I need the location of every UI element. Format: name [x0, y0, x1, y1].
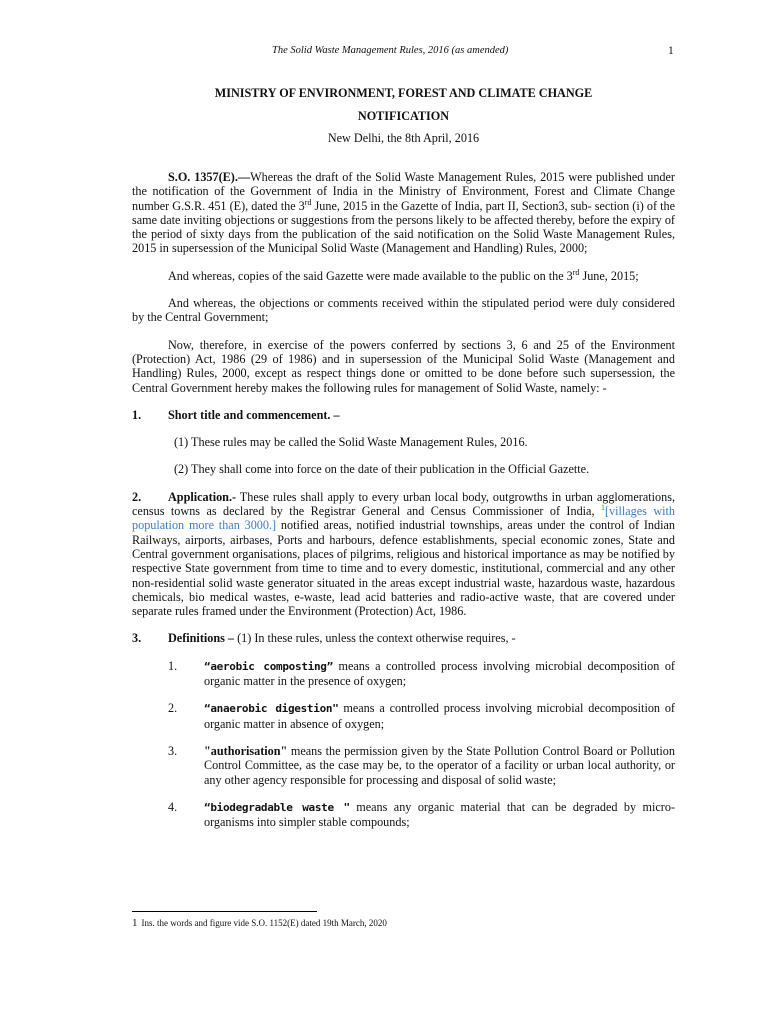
section-number: 3.: [132, 631, 142, 646]
section-number: 2.: [132, 489, 142, 504]
defined-term: “aerobic composting”: [204, 659, 333, 673]
notification-heading: NOTIFICATION: [357, 109, 450, 123]
definition-item: 1. “aerobic composting” means a controlled process involving microbial decomposition of organic matter in the presence of oxygen;: [168, 658, 675, 689]
footnote-mark: 1: [132, 917, 138, 929]
ministry-heading: MINISTRY OF ENVIRONMENT, FOREST AND CLIMATE CHANGE: [214, 86, 593, 100]
dateline: New Delhi, the 8th April, 2016: [327, 131, 480, 145]
section-2-paragraph: 2. Application.- These rules shall apply to every urban local body, outgrowths in urban agglomerations, census towns as declared by the Registrar General and Census Commissioner of India, $^1$[villages with population more than 3000.] notified areas, notified industrial townships, areas under the control of Indian Railways, airports, airbases, Ports and harbours, defence establishments, special economic zones, State and Central government organisations, places of pilgrims, religious and historical importance as may be notified by respective State government from time to time and to every domestic, institutional, commercial and any other non-residential solid waste generator situated in the areas except industrial waste, hazardous waste, hazardous chemicals, bio medical wastes, e-waste, lead acid batteries and radio-active waste, that are covered under separate rules framed under the Environment (Protection) Act, 1986.: [132, 489, 675, 619]
definition-item: 3. "authorisation" means the permission given by the State Pollution Control Board or Pollution Control Committee, as the case may be, to the operator of a facility or urban local authority, or any other agency responsible for processing and disposal of solid waste;: [168, 743, 675, 787]
section-1-subrule-1: (1) These rules may be called the Solid Waste Management Rules, 2016.: [174, 435, 528, 450]
footnote-text: Ins. the words and figure vide S.O. 1152(E) dated 19th March, 2020: [141, 918, 387, 928]
running-header: [0, 44, 768, 58]
section-1-subrule-2: (2) They shall come into force on the date of their publication in the Official Gazette.: [174, 462, 590, 477]
defined-term: "authorisation": [204, 743, 288, 758]
section-title: Application.-: [168, 489, 237, 504]
definition-item: 4. “biodegradable waste " means any organic material that can be degraded by micro-organisms into simpler stable compounds;: [168, 799, 675, 830]
definition-item: 2. “anaerobic digestion" means a controlled process involving microbial decomposition of organic matter in absence of oxygen;: [168, 701, 675, 731]
defined-term: “anaerobic digestion": [204, 702, 339, 716]
section-number: 1.: [132, 407, 142, 422]
section-title: Definitions –: [168, 631, 235, 646]
running-title: The Solid Waste Management Rules, 2016 (as amended): [272, 45, 509, 56]
preamble-paragraph-2: And whereas, copies of the said Gazette were made available to the public on the 3rd June, 2015;: [168, 267, 639, 283]
preamble-paragraph-3: And whereas, the objections or comments received within the stipulated period were duly considered by the Central Government;: [132, 296, 675, 325]
section-title: Short title and commencement. –: [168, 407, 340, 422]
preamble-paragraph-4: Now, therefore, in exercise of the powers conferred by sections 3, 6 and 25 of the Environment (Protection) Act, 1986 (29 of 1986) and in supersession of the Municipal Solid Waste (Management and Handling) Rules, 2000, except as respect things done or omitted to be done before such supersession, the Central Government hereby makes the following rules for management of Solid Waste, namely: -: [132, 337, 675, 395]
preamble-paragraph-1: S.O. 1357(E).—Whereas the draft of the Solid Waste Management Rules, 2015 were published under the notification of the Government of India in the Ministry of Environment, Forest and Climate Change number G.S.R. 451 (E), dated the 3rd June, 2015 in the Gazette of India, part II, Section3, sub- section (i) of the same date inviting objections or suggestions from the persons likely to be affected thereby, before the expiry of the period of sixty days from the publication of the said notification on the Solid Waste Management Rules, 2015 in supersession of the Municipal Solid Waste (Management and Handling) Rules, 2000;: [132, 170, 675, 256]
footnote: [132, 917, 387, 929]
footnote-reference: 1: [600, 502, 605, 512]
so-number: S.O. 1357(E).—: [168, 170, 251, 184]
page-number: 1: [668, 45, 674, 57]
section-1-heading: [132, 408, 675, 422]
defined-term: “biodegradable waste ": [204, 800, 350, 814]
inserted-text-link[interactable]: $^1$[villages with population more than 3000.]: [132, 502, 675, 533]
footnote-separator: [132, 911, 317, 912]
section-3-heading: 3. Definitions – (1) In these rules, unless the context otherwise requires, -: [132, 631, 516, 646]
document-body: [132, 86, 675, 829]
